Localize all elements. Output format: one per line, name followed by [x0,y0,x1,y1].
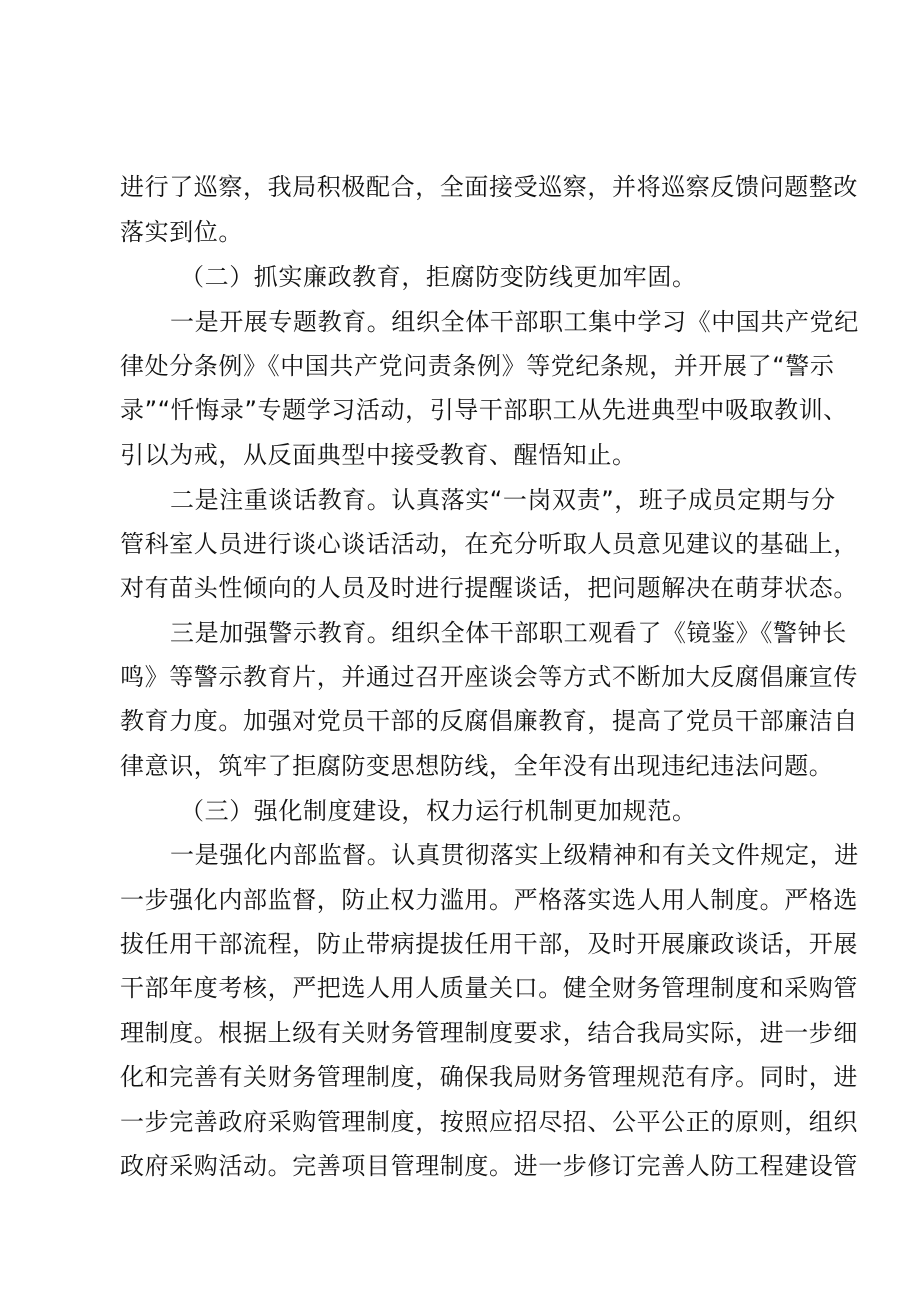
body-text-line: 进行了巡察，我局积极配合，全面接受巡察，并将巡察反馈问题整改 [120,173,858,201]
paragraph-first-line: 三是加强警示教育。组织全体干部职工观看了《镜鉴》《警钟长 [170,619,847,647]
body-text-line: 录”“忏悔录”专题学习活动，引导干部职工从先进典型中吸取教训、 [120,396,848,424]
paragraph-first-line: 一是强化内部监督。认真贯彻落实上级精神和有关文件规定，进 [170,841,859,869]
paragraph-first-line: 二是注重谈话教育。认真落实“一岗双责”，班子成员定期与分 [170,486,836,514]
body-text-line: 律意识，筑牢了拒腐防变思想防线，全年没有出现违纪违法问题。 [120,752,834,780]
body-text-line: 拔任用干部流程，防止带病提拔任用干部，及时开展廉政谈话，开展 [120,930,858,958]
paragraph-first-line: 一是开展专题教育。组织全体干部职工集中学习《中国共产党纪 [170,308,859,336]
body-text-line: 教育力度。加强对党员干部的反腐倡廉教育，提高了党员干部廉洁自 [120,707,858,735]
body-text-line: 对有苗头性倾向的人员及时进行提醒谈话，把问题解决在萌芽状态。 [120,574,858,602]
body-text-line: 引以为戒，从反面典型中接受教育、醒悟知止。 [120,441,637,469]
body-text-line: 一步强化内部监督，防止权力滥用。严格落实选人用人制度。严格选 [120,886,858,914]
body-text-line: 落实到位。 [120,218,243,246]
body-text-line: 化和完善有关财务管理制度，确保我局财务管理规范有序。同时，进 [120,1063,858,1091]
section-heading: （三）强化制度建设，权力运行机制更加规范。 [180,797,697,825]
body-text-line: 理制度。根据上级有关财务管理制度要求，结合我局实际，进一步细 [120,1019,858,1047]
body-text-line: 律处分条例》《中国共产党问责条例》等党纪条规，并开展了“警示 [120,352,835,380]
body-text-line: 政府采购活动。完善项目管理制度。进一步修订完善人防工程建设管 [120,1152,858,1180]
body-text-line: 干部年度考核，严把选人用人质量关口。健全财务管理制度和采购管 [120,974,858,1002]
section-heading: （二）抓实廉政教育，拒腐防变防线更加牢固。 [180,263,697,291]
body-text-line: 管科室人员进行谈心谈话活动，在充分听取人员意见建议的基础上， [120,530,858,558]
body-text-line: 鸣》等警示教育片，并通过召开座谈会等方式不断加大反腐倡廉宣传 [120,663,858,691]
body-text-line: 一步完善政府采购管理制度，按照应招尽招、公平公正的原则，组织 [120,1108,858,1136]
